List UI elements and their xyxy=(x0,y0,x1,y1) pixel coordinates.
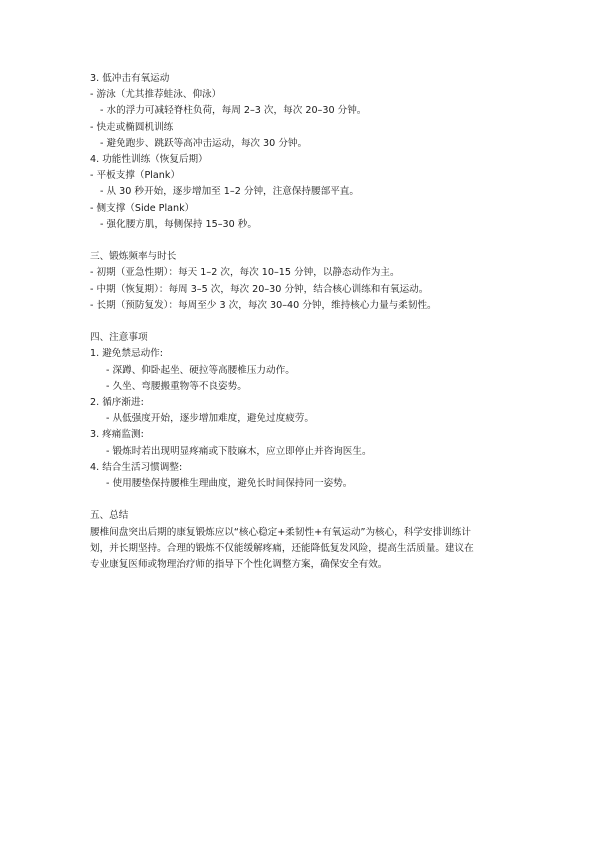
precaution-1-label: 1. 避免禁忌动作: xyxy=(90,348,163,360)
frequency-item-early: - 初期（亚急性期）：每天 1–2 次，每次 10–15 分钟，以静态动作为主。 xyxy=(90,267,400,279)
precaution-4-label: 4. 结合生活习惯调整: xyxy=(90,461,183,473)
aerobic-item-walking-detail: - 避免跑步、跳跃等高冲击运动，每次 30 分钟。 xyxy=(100,137,308,149)
precaution-1-detail-2: - 久坐、弯腰搬重物等不良姿势。 xyxy=(106,380,247,392)
frequency-item-middle: - 中期（恢复期）：每周 3–5 次，每次 20–30 分钟，结合核心训练和有氧运动。 xyxy=(90,283,429,295)
precaution-1-detail-1: - 深蹲、仰卧起坐、硬拉等高腰椎压力动作。 xyxy=(106,364,295,376)
summary-line-1: 腰椎间盘突出后期的康复锻炼应以“核心稳定+柔韧性+有氧运动”为核心，科学安排训练计 xyxy=(90,526,471,538)
frequency-item-long: - 长期（预防复发）：每周至少 3 次，每次 30–40 分钟，维持核心力量与柔韧性。 xyxy=(90,299,437,311)
spacer xyxy=(90,492,530,508)
spacer xyxy=(90,233,530,249)
precautions-heading: 四、注意事项 xyxy=(90,332,148,344)
summary-line-2: 划，并长期坚持。合理的锻炼不仅能缓解疼痛，还能降低复发风险，提高生活质量。建议在 xyxy=(90,542,474,554)
document-body xyxy=(90,71,530,573)
aerobic-item-swimming-detail: - 水的浮力可减轻脊柱负荷，每周 2–3 次，每次 20–30 分钟。 xyxy=(100,105,367,117)
precaution-2-label: 2. 循序渐进: xyxy=(90,397,144,409)
functional-heading: 4. 功能性训练（恢复后期） xyxy=(90,154,208,166)
spacer xyxy=(90,314,530,330)
functional-item-side-plank: - 侧支撑（Side Plank） xyxy=(90,202,195,214)
aerobic-item-walking: - 快走或椭圆机训练 xyxy=(90,121,174,133)
precaution-4-detail: - 使用腰垫保持腰椎生理曲度，避免长时间保持同一姿势。 xyxy=(106,478,353,490)
precaution-3-detail: - 锻炼时若出现明显疼痛或下肢麻木，应立即停止并咨询医生。 xyxy=(106,445,372,457)
aerobic-heading: 3. 低冲击有氧运动 xyxy=(90,73,170,84)
precaution-3-label: 3. 疼痛监测: xyxy=(90,429,144,441)
aerobic-item-swimming: - 游泳（尤其推荐蛙泳、仰泳） xyxy=(90,89,222,101)
functional-item-plank-detail: - 从 30 秒开始，逐步增加至 1–2 分钟，注意保持腰部平直。 xyxy=(100,186,359,198)
frequency-heading: 三、锻炼频率与时长 xyxy=(90,251,177,263)
functional-item-plank: - 平板支撑（Plank） xyxy=(90,170,181,182)
precaution-2-detail: - 从低强度开始，逐步增加难度，避免过度疲劳。 xyxy=(106,413,314,425)
summary-heading: 五、总结 xyxy=(90,510,129,522)
summary-line-3: 专业康复医师或物理治疗师的指导下个性化调整方案，确保安全有效。 xyxy=(90,559,388,571)
functional-item-side-plank-detail: - 强化腰方肌，每侧保持 15–30 秒。 xyxy=(100,218,257,230)
